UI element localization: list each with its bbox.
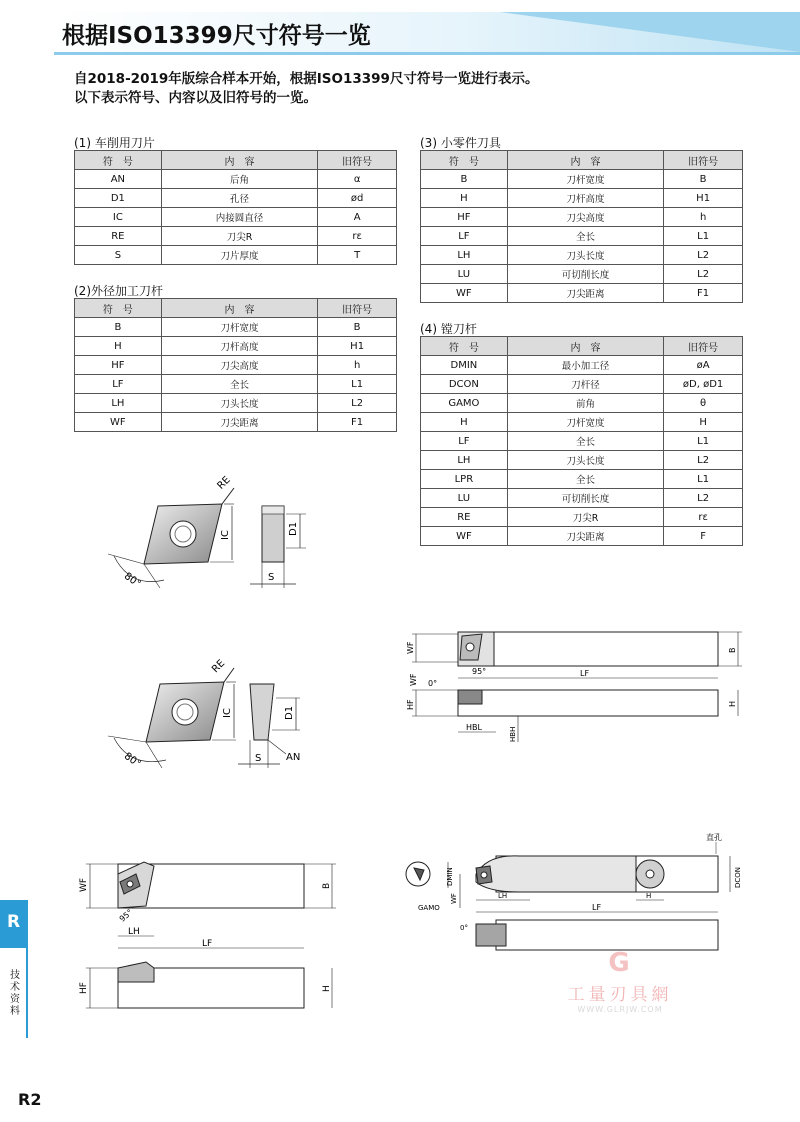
symbol-cell: WF xyxy=(75,413,162,432)
dmin-label: DMIN xyxy=(446,867,454,886)
symbol-cell: H xyxy=(421,413,508,432)
content-cell: 最小加工径 xyxy=(507,356,663,375)
symbol-cell: LU xyxy=(421,489,508,508)
page-header xyxy=(0,0,800,58)
table-header-row xyxy=(75,151,397,170)
header-content: 内 容 xyxy=(507,151,663,170)
header-old-symbol: 旧符号 xyxy=(318,299,397,318)
table-row xyxy=(421,170,743,189)
symbol-cell: B xyxy=(421,170,508,189)
content-cell: 刀杆宽度 xyxy=(161,318,317,337)
content-cell: 刀尖R xyxy=(507,508,663,527)
table-row xyxy=(421,265,743,284)
content-cell: 刀头长度 xyxy=(161,394,317,413)
table1-insert-symbols xyxy=(74,150,397,265)
angle-0-label: 0° xyxy=(460,924,468,932)
holder-head-side-view xyxy=(118,962,154,982)
symbol-cell: B xyxy=(75,318,162,337)
content-cell: 刀杆宽度 xyxy=(507,170,663,189)
b-label: B xyxy=(322,882,332,889)
header-old-symbol: 旧符号 xyxy=(318,151,397,170)
lh-label: LH xyxy=(498,892,508,900)
table-row xyxy=(421,470,743,489)
angle-0-label: 0° xyxy=(428,679,438,688)
boring-insert-hole xyxy=(481,872,487,878)
an-leader-line xyxy=(268,740,286,754)
insert-hole xyxy=(127,881,133,887)
old-symbol-cell: øA xyxy=(664,356,743,375)
content-cell: 内接圆直径 xyxy=(161,208,317,227)
intro-line-1: 自2018-2019年版综合样本开始，根据ISO13399尺寸符号一览进行表示。 xyxy=(74,71,539,87)
content-cell: 刀头长度 xyxy=(507,451,663,470)
old-symbol-cell: θ xyxy=(664,394,743,413)
content-cell: 可切削长度 xyxy=(507,265,663,284)
hf-label: HF xyxy=(79,982,89,994)
table-row xyxy=(75,394,397,413)
symbol-cell: IC xyxy=(75,208,162,227)
content-cell: 全长 xyxy=(507,227,663,246)
symbol-cell: HF xyxy=(75,356,162,375)
header-symbol: 符 号 xyxy=(75,299,162,318)
table-row xyxy=(421,356,743,375)
table-header-row xyxy=(421,151,743,170)
content-cell: 刀尖距离 xyxy=(161,413,317,432)
an-label: AN xyxy=(286,752,301,763)
header-content: 内 容 xyxy=(161,151,317,170)
table-row xyxy=(421,508,743,527)
header-symbol: 符 号 xyxy=(421,151,508,170)
content-cell: 刀尖高度 xyxy=(161,356,317,375)
ic-label: IC xyxy=(220,530,231,540)
old-symbol-cell: h xyxy=(664,208,743,227)
old-symbol-cell: H1 xyxy=(664,189,743,208)
side-tab-text: 技术资料 xyxy=(10,970,20,1017)
table-row xyxy=(421,432,743,451)
re-label: RE xyxy=(215,474,233,492)
symbol-cell: LF xyxy=(421,432,508,451)
old-symbol-cell: L1 xyxy=(318,375,397,394)
table4-boring-bar-symbols xyxy=(420,336,743,546)
table-row xyxy=(421,227,743,246)
symbol-cell: DCON xyxy=(421,375,508,394)
old-symbol-cell: ød xyxy=(318,189,397,208)
symbol-cell: RE xyxy=(421,508,508,527)
header-old-symbol: 旧符号 xyxy=(664,337,743,356)
page-title: 根据ISO13399尺寸符号一览 xyxy=(62,23,371,49)
s-label: S xyxy=(255,753,262,764)
old-symbol-cell: øD, øD1 xyxy=(664,375,743,394)
angle-ext-2 xyxy=(146,742,162,768)
angle-95-label: 95° xyxy=(117,907,135,924)
old-symbol-cell: L1 xyxy=(664,432,743,451)
content-cell: 后角 xyxy=(161,170,317,189)
table-row xyxy=(75,356,397,375)
table-row xyxy=(75,227,397,246)
angle-ext-1 xyxy=(108,554,144,564)
table-row xyxy=(421,189,743,208)
insert-diagram-1 xyxy=(100,470,320,600)
table-header-row xyxy=(75,299,397,318)
insert-hole xyxy=(170,521,196,547)
table-row xyxy=(421,527,743,546)
symbol-cell: LH xyxy=(421,246,508,265)
bar-coolant-hole xyxy=(646,870,654,878)
content-cell: 刀尖距离 xyxy=(507,284,663,303)
table-row xyxy=(421,394,743,413)
old-symbol-cell: α xyxy=(318,170,397,189)
insert-hole xyxy=(172,699,198,725)
symbol-cell: DMIN xyxy=(421,356,508,375)
wf-label: WF xyxy=(450,893,458,904)
old-symbol-cell: F1 xyxy=(664,284,743,303)
table-row xyxy=(421,284,743,303)
table-row xyxy=(75,170,397,189)
table3-small-tool-symbols xyxy=(420,150,743,303)
re-label: RE xyxy=(210,658,228,676)
old-symbol-cell: L2 xyxy=(664,265,743,284)
lf-label: LF xyxy=(580,669,590,678)
table-row xyxy=(421,246,743,265)
old-symbol-cell: H xyxy=(664,413,743,432)
symbol-cell: LPR xyxy=(421,470,508,489)
old-symbol-cell: L2 xyxy=(318,394,397,413)
outer-holder-diagram xyxy=(74,852,354,1012)
table1-title: (1) 车削用刀片 xyxy=(74,136,155,150)
table-header-row xyxy=(421,337,743,356)
table-row xyxy=(75,189,397,208)
old-symbol-cell: T xyxy=(318,246,397,265)
gamo-label: GAMO xyxy=(418,904,440,912)
angle-label: 80° xyxy=(121,570,143,590)
insert-side-view xyxy=(458,690,482,704)
insert-side-view xyxy=(262,506,284,562)
re-leader-line xyxy=(224,668,234,682)
symbol-cell: H xyxy=(421,189,508,208)
content-cell: 全长 xyxy=(507,432,663,451)
content-cell: 刀片厚度 xyxy=(161,246,317,265)
content-cell: 刀尖高度 xyxy=(507,208,663,227)
old-symbol-cell: L1 xyxy=(664,227,743,246)
content-cell: 全长 xyxy=(161,375,317,394)
watermark-url: WWW.GLRJW.COM xyxy=(577,1005,663,1014)
table-row xyxy=(421,451,743,470)
symbol-cell: LF xyxy=(75,375,162,394)
old-symbol-cell: h xyxy=(318,356,397,375)
old-symbol-cell: B xyxy=(318,318,397,337)
insert-hole xyxy=(466,643,474,651)
symbol-cell: LH xyxy=(421,451,508,470)
table-row xyxy=(421,375,743,394)
h-label: H xyxy=(322,985,332,992)
watermark-text: 工量刃具網 xyxy=(567,985,673,1005)
lf-label: LF xyxy=(202,939,213,949)
angle-label: 80° xyxy=(121,750,143,770)
symbol-cell: S xyxy=(75,246,162,265)
h-label: H xyxy=(728,700,737,707)
watermark xyxy=(540,948,700,1014)
insert-side-top xyxy=(262,506,284,514)
b-label: B xyxy=(728,647,737,653)
table2-title: (2)外径加工刀杆 xyxy=(74,284,163,298)
content-cell: 刀杆宽度 xyxy=(507,413,663,432)
old-symbol-cell: F1 xyxy=(318,413,397,432)
old-symbol-cell: H1 xyxy=(318,337,397,356)
content-cell: 孔径 xyxy=(161,189,317,208)
header-old-symbol: 旧符号 xyxy=(664,151,743,170)
content-cell: 全长 xyxy=(507,470,663,489)
old-symbol-cell: rε xyxy=(664,508,743,527)
table-row xyxy=(75,413,397,432)
wf2-label: WF xyxy=(409,673,418,686)
old-symbol-cell: F xyxy=(664,527,743,546)
hbl-label: HBL xyxy=(466,723,482,732)
header-content: 内 容 xyxy=(161,299,317,318)
angle-ext-1 xyxy=(108,736,146,742)
symbol-cell: LF xyxy=(421,227,508,246)
table4-title: (4) 镗刀杆 xyxy=(420,322,477,336)
content-cell: 刀杆高度 xyxy=(161,337,317,356)
tool-shank-top-view xyxy=(458,632,718,666)
hf-label: HF xyxy=(406,699,415,710)
through-hole-label: 直孔 xyxy=(706,833,722,842)
header-content: 内 容 xyxy=(507,337,663,356)
symbol-cell: GAMO xyxy=(421,394,508,413)
bar-side-view xyxy=(496,920,718,950)
table-row xyxy=(75,318,397,337)
symbol-cell: HF xyxy=(421,208,508,227)
dcon-label: DCON xyxy=(734,866,742,888)
d1-label: D1 xyxy=(288,521,299,536)
wf-label: WF xyxy=(406,641,415,654)
table-row xyxy=(421,413,743,432)
symbol-cell: LH xyxy=(75,394,162,413)
old-symbol-cell: L2 xyxy=(664,246,743,265)
header-underline xyxy=(54,52,800,55)
bar-head-top-view xyxy=(476,856,636,892)
old-symbol-cell: A xyxy=(318,208,397,227)
old-symbol-cell: L2 xyxy=(664,489,743,508)
s-label: S xyxy=(268,572,275,583)
content-cell: 刀尖距离 xyxy=(507,527,663,546)
table-row xyxy=(75,246,397,265)
lh-label: LH xyxy=(128,927,140,937)
ic-label: IC xyxy=(222,708,233,718)
content-cell: 刀尖R xyxy=(161,227,317,246)
insert-diagram-2 xyxy=(100,650,330,780)
content-cell: 刀头长度 xyxy=(507,246,663,265)
table-row xyxy=(75,208,397,227)
table-row xyxy=(75,337,397,356)
symbol-cell: WF xyxy=(421,527,508,546)
h-label: H xyxy=(646,892,652,900)
content-cell: 前角 xyxy=(507,394,663,413)
insert-side-view-tapered xyxy=(250,684,274,740)
angle-95-label: 95° xyxy=(472,667,487,676)
symbol-cell: AN xyxy=(75,170,162,189)
content-cell: 刀杆高度 xyxy=(507,189,663,208)
old-symbol-cell: rε xyxy=(318,227,397,246)
symbol-cell: WF xyxy=(421,284,508,303)
header-accent xyxy=(500,12,800,52)
table-row xyxy=(421,489,743,508)
symbol-cell: H xyxy=(75,337,162,356)
intro-text xyxy=(74,70,538,108)
table3-title: (3) 小零件刀具 xyxy=(420,136,501,150)
bar-head-side-view xyxy=(476,924,506,946)
watermark-logo: G xyxy=(608,948,632,978)
header-symbol: 符 号 xyxy=(421,337,508,356)
hbh-label: HBH xyxy=(509,726,517,742)
old-symbol-cell: B xyxy=(664,170,743,189)
old-symbol-cell: L1 xyxy=(664,470,743,489)
content-cell: 刀杆径 xyxy=(507,375,663,394)
table-row xyxy=(75,375,397,394)
side-tab-letter: R xyxy=(7,912,21,932)
symbol-cell: RE xyxy=(75,227,162,246)
angle-ext-2 xyxy=(144,564,160,588)
lf-label: LF xyxy=(592,903,602,912)
d1-label: D1 xyxy=(284,705,295,720)
tool-shank-side-view xyxy=(458,690,718,716)
table2-holder-symbols xyxy=(74,298,397,432)
small-tool-diagram xyxy=(400,626,750,746)
symbol-cell: D1 xyxy=(75,189,162,208)
wf-label: WF xyxy=(79,877,89,892)
table-row xyxy=(421,208,743,227)
old-symbol-cell: L2 xyxy=(664,451,743,470)
header-symbol: 符 号 xyxy=(75,151,162,170)
intro-line-2: 以下表示符号、内容以及旧符号的一览。 xyxy=(74,90,317,106)
page-number: R2 xyxy=(18,1090,42,1109)
boring-bar-diagram xyxy=(400,830,750,950)
content-cell: 可切削长度 xyxy=(507,489,663,508)
symbol-cell: LU xyxy=(421,265,508,284)
